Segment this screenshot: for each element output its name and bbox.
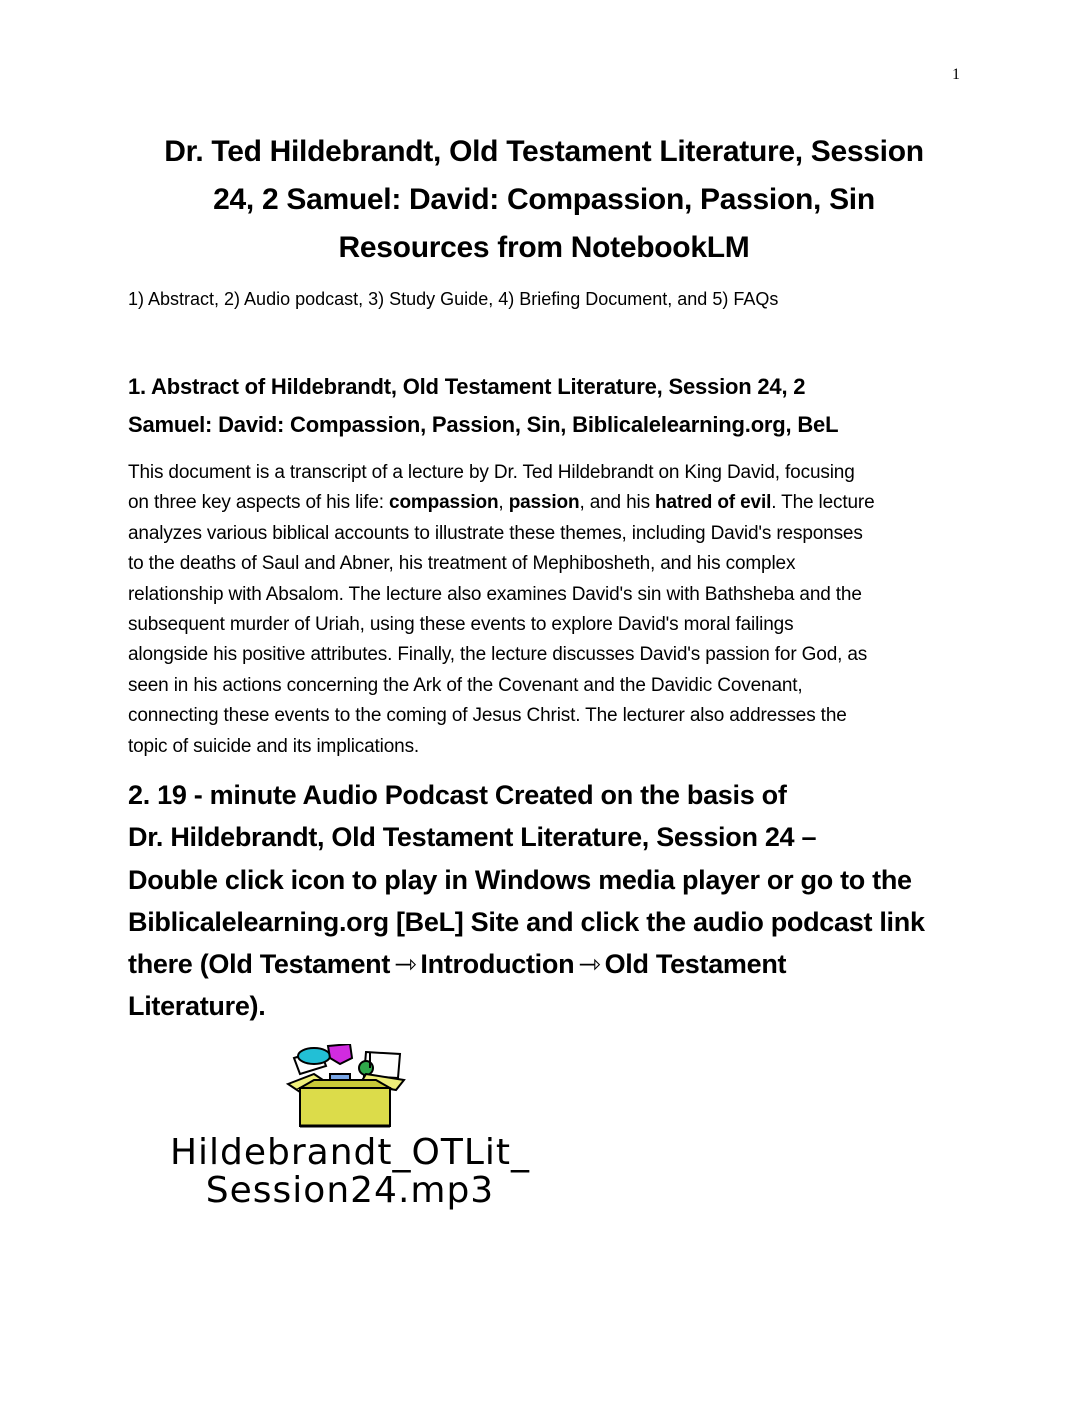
podcast-heading <box>128 774 978 1028</box>
contents-line: 1) Abstract, 2) Audio podcast, 3) Study Guide, 4) Briefing Document, and 5) FAQs <box>128 289 779 309</box>
title-line-2: 24, 2 Samuel: David: Compassion, Passion, Sin <box>213 183 875 216</box>
abstract-line: subsequent murder of Uriah, using these events to explore David's moral failings <box>128 614 794 636</box>
abstract-line: connecting these events to the coming of Jesus Christ. The lecturer also addresses the <box>128 705 847 727</box>
podcast-heading-line: Biblicalelearning.org [BeL] Site and click the audio podcast link <box>128 906 925 937</box>
media-package-icon[interactable] <box>280 1044 412 1128</box>
podcast-heading-line: Literature). <box>128 991 266 1022</box>
podcast-heading-line: Double click icon to play in Windows media player or go to the <box>128 864 912 895</box>
abstract-line: This document is a transcript of a lecture by Dr. Ted Hildebrandt on King David, focusing <box>128 462 855 483</box>
abstract-line: topic of suicide and its implications. <box>128 735 420 757</box>
podcast-heading-line: Dr. Hildebrandt, Old Testament Literature, Session 24 – <box>128 822 817 853</box>
title-line-3: Resources from NotebookLM <box>338 231 750 264</box>
abstract-line: relationship with Absalom. The lecture also examines David's sin with Bathsheba and the <box>128 583 862 605</box>
media-filename-line: Session24.mp3 <box>205 1170 495 1211</box>
title-line-1: Dr. Ted Hildebrandt, Old Testament Literature, Session <box>164 135 924 168</box>
page-number: 1 <box>952 66 960 83</box>
abstract-heading-line-2: Samuel: David: Compassion, Passion, Sin, Biblicalelearning.org, BeL <box>128 412 839 437</box>
arrow-right-icon: ⇾ <box>394 949 417 980</box>
media-filename-line: Hildebrandt_OTLit_ <box>169 1132 531 1173</box>
emphasis-hatred-of-evil: hatred of evil <box>655 492 772 514</box>
podcast-heading-line: 2. 19 - minute Audio Podcast Created on the basis of <box>128 780 787 810</box>
abstract-heading-line-1: 1. Abstract of Hildebrandt, Old Testament Literature, Session 24, 2 <box>128 374 806 399</box>
abstract-line: on three key aspects of his life: compassion, passion, and his hatred of evil. The lecture <box>128 492 875 514</box>
podcast-heading-line: there (Old Testament ⇾ Introduction ⇾ Old Testament <box>128 949 787 980</box>
abstract-line: seen in his actions concerning the Ark of the Covenant and the Davidic Covenant, <box>128 674 803 696</box>
emphasis-passion: passion <box>508 492 580 514</box>
media-filename-label[interactable] <box>128 1134 572 1210</box>
abstract-line: alongside his positive attributes. Finally, the lecture discusses David's passion for God, as <box>128 644 868 666</box>
emphasis-compassion: compassion <box>389 492 499 514</box>
abstract-line: analyzes various biblical accounts to illustrate these themes, including David's responses <box>128 522 863 544</box>
abstract-line: to the deaths of Saul and Abner, his treatment of Mephibosheth, and his complex <box>128 553 796 575</box>
abstract-heading <box>128 368 968 444</box>
abstract-paragraph <box>128 458 968 762</box>
arrow-right-icon: ⇾ <box>578 949 601 980</box>
page-title <box>128 128 960 272</box>
